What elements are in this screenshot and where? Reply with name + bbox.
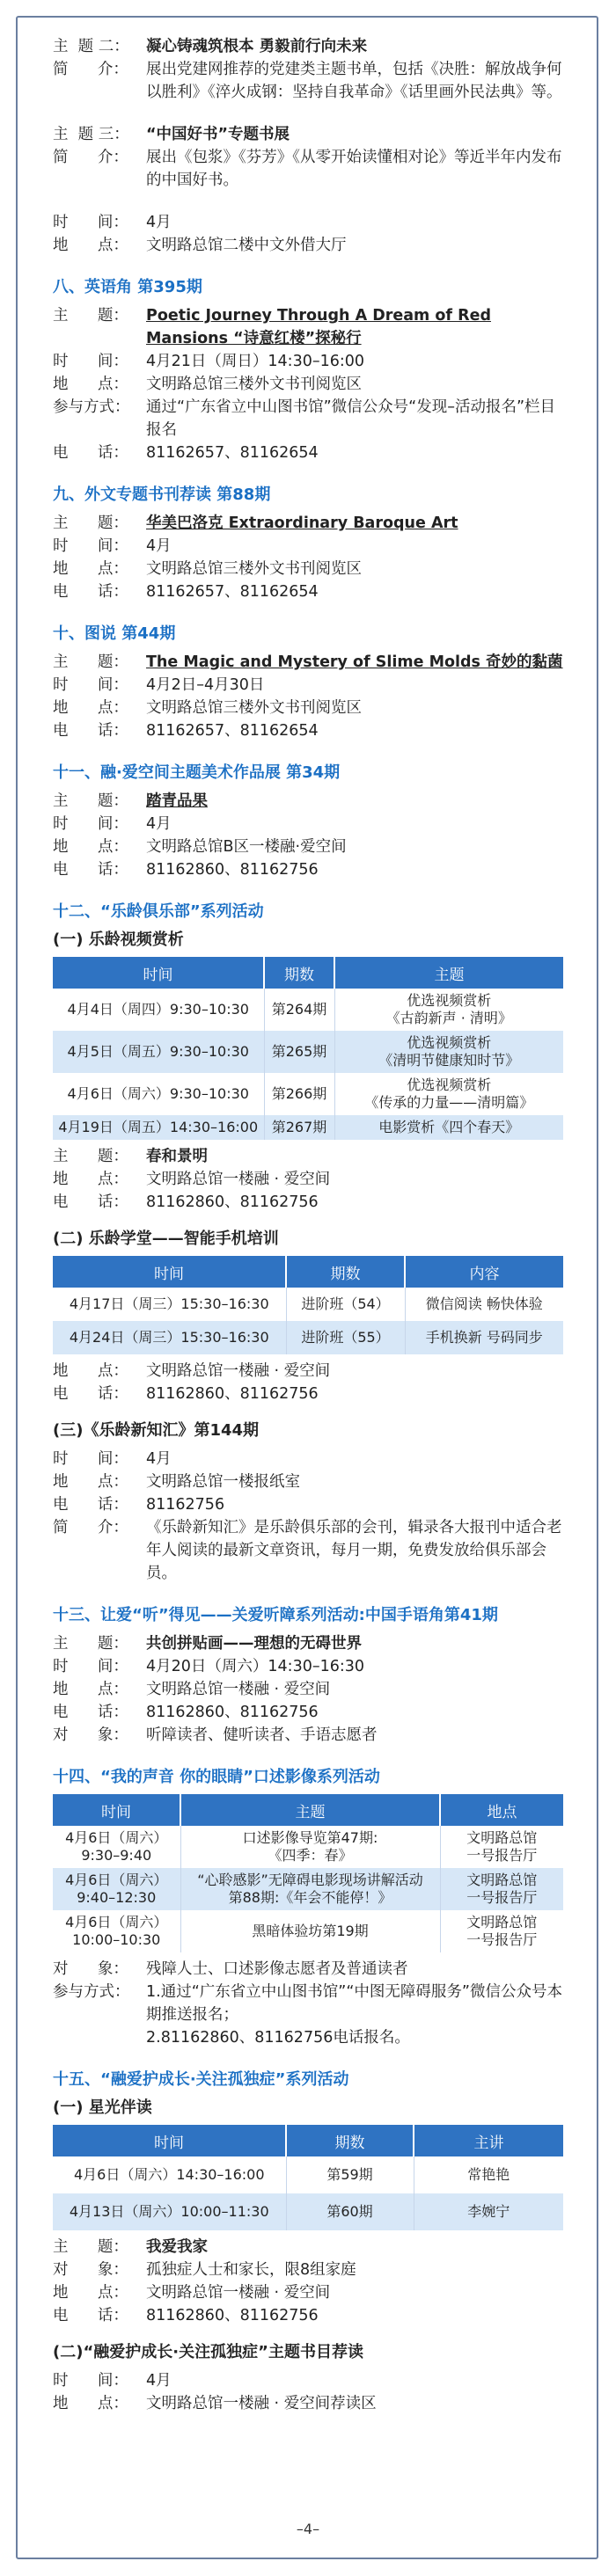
table-row <box>53 1073 563 1115</box>
place-value: 文明路总馆B区一楼融·爱空间 <box>146 838 347 856</box>
phone-value: 81162860、81162756 <box>146 2307 319 2324</box>
cell-line: 一号报告厅 <box>466 1847 538 1864</box>
cell-line: 4月6日（周六） <box>65 1914 168 1930</box>
place-value: 文明路总馆三楼外文书刊阅览区 <box>146 699 362 717</box>
table-cell: 第59期 <box>286 2156 414 2193</box>
place-value: 文明路总馆一楼报纸室 <box>146 1473 300 1491</box>
theme-title: 共创拼贴画——理想的无碍世界 <box>146 1635 362 1653</box>
table-cell: 进阶班（54） <box>286 1288 405 1321</box>
brief-text: 展出党建网推荐的党建类主题书单，包括《决胜：解放战争何以胜利》《淬火成钢：坚持自我革命》《话里画外民法典》等。 <box>146 61 562 101</box>
label: 地 点： <box>53 699 128 717</box>
table-cell: 第267期 <box>264 1115 334 1140</box>
table-cell: 4月19日（周五）14:30–16:00 <box>53 1115 264 1140</box>
table-cell <box>440 1826 563 1868</box>
column-header: 时间 <box>53 1794 180 1826</box>
time-value: 4月 <box>146 815 172 833</box>
label: 地 点： <box>53 560 128 578</box>
label: 电 话： <box>53 2307 128 2324</box>
label: 时 间： <box>53 676 128 694</box>
column-header: 时间 <box>53 1256 286 1288</box>
table-cell: 手机换新 号码同步 <box>405 1321 563 1354</box>
label: 地 点： <box>53 2284 128 2302</box>
table-row <box>53 2193 563 2230</box>
table-cell: 4月13日（周六）10:00–11:30 <box>53 2193 286 2230</box>
label: 主 题： <box>53 792 128 810</box>
table-cell <box>53 1910 180 1952</box>
label: 简 介： <box>53 149 128 166</box>
time-value: 4月20日（周六）14:30–16:30 <box>146 1658 365 1675</box>
table-cell: 4月4日（周四）9:30–10:30 <box>53 989 264 1031</box>
label: 地 点： <box>53 1171 128 1188</box>
cell-line: 一号报告厅 <box>466 1889 538 1906</box>
table-cell: 第266期 <box>264 1073 334 1115</box>
phone-value: 81162860、81162756 <box>146 1193 319 1211</box>
label: 地 点： <box>53 838 128 856</box>
subsection-heading: (三)《乐龄新知汇》第144期 <box>53 1421 260 1440</box>
label: 主 题 二： <box>53 38 129 55</box>
column-header: 期数 <box>264 957 334 989</box>
time-value: 4月 <box>146 2372 172 2390</box>
table-row <box>53 1115 563 1140</box>
table-cell <box>334 989 563 1031</box>
theme-title: “中国好书”专题书展 <box>146 126 290 143</box>
cell-line: 4月6日（周六） <box>65 1829 168 1846</box>
target-value: 孤独症人士和家长，限8组家庭 <box>146 2261 356 2279</box>
column-header: 主题 <box>180 1794 440 1826</box>
place-value: 文明路总馆二楼中文外借大厅 <box>146 237 347 254</box>
theme-title: 踏青品果 <box>146 792 208 810</box>
table-cell: 4月24日（周三）15:30–16:30 <box>53 1321 286 1354</box>
table-cell: 4月17日（周三）15:30–16:30 <box>53 1288 286 1321</box>
cell-line: 文明路总馆 <box>466 1829 538 1846</box>
time-value: 4月21日（周日）14:30–16:00 <box>146 353 365 370</box>
subsection-heading: (一) 乐龄视频赏析 <box>53 930 184 949</box>
table-row <box>53 1868 563 1910</box>
table-cell <box>334 1073 563 1115</box>
cell-line: 《四季：春》 <box>268 1847 353 1864</box>
label: 电 话： <box>53 1704 128 1721</box>
label: 时 间： <box>53 815 128 833</box>
theme-title: 我爱我家 <box>146 2238 208 2256</box>
table-cell: 常艳艳 <box>414 2156 563 2193</box>
table-cell <box>53 1868 180 1910</box>
table-row <box>53 1910 563 1952</box>
label: 地 点： <box>53 2395 128 2412</box>
cell-line: 文明路总馆 <box>466 1872 538 1888</box>
cell-line: 文明路总馆 <box>466 1914 538 1930</box>
table-cell <box>180 1826 440 1868</box>
table-row <box>53 1031 563 1073</box>
place-value: 文明路总馆一楼融 · 爱空间 <box>146 1362 331 1380</box>
table-cell: 微信阅读 畅快体验 <box>405 1288 563 1321</box>
label: 主 题： <box>53 1635 128 1653</box>
join-line: 2.81162860、81162756电话报名。 <box>146 2029 410 2047</box>
label: 电 话： <box>53 444 128 462</box>
time-value: 4月2日–4月30日 <box>146 676 265 694</box>
table-cell <box>440 1868 563 1910</box>
target-value: 听障读者、健听读者、手语志愿者 <box>146 1726 378 1744</box>
phone-value: 81162657、81162654 <box>146 444 319 462</box>
table-cell: 第264期 <box>264 989 334 1031</box>
table-row <box>53 989 563 1031</box>
table-cell: 李婉宁 <box>414 2193 563 2230</box>
label: 地 点： <box>53 1681 128 1698</box>
label: 参与方式： <box>53 1983 130 2001</box>
theme-title: The Magic and Mystery of Slime Molds 奇妙的黏菌 <box>146 653 563 671</box>
label: 主 题： <box>53 1148 128 1165</box>
cell-line: 10:00–10:30 <box>72 1931 161 1948</box>
table-header-row <box>53 957 563 989</box>
join-line: 1.通过“广东省立中山图书馆”“中图无障碍服务”微信公众号本期推送报名； <box>146 1983 562 2024</box>
table-header-row <box>53 1256 563 1288</box>
section-heading-12: 十二、“乐龄俱乐部”系列活动 <box>53 902 264 921</box>
join-value: 通过“广东省立中山图书馆”微信公众号“发现–活动报名”栏目报名 <box>146 398 556 439</box>
column-header: 时间 <box>53 957 264 989</box>
theme-title: 春和景明 <box>146 1148 208 1165</box>
phone-value: 81162860、81162756 <box>146 1385 319 1403</box>
label: 主 题 三： <box>53 126 129 143</box>
starlight-reading-table <box>53 2125 563 2230</box>
section-heading-8: 八、英语角 第395期 <box>53 278 202 296</box>
label: 主 题： <box>53 514 128 532</box>
subsection-heading: (一) 星光伴读 <box>53 2098 152 2117</box>
cell-line: 优选视频赏析 <box>407 1076 492 1093</box>
phone-training-table <box>53 1256 563 1354</box>
cell-line: 9:40–12:30 <box>77 1889 157 1906</box>
label: 主 题： <box>53 653 128 671</box>
label: 时 间： <box>53 214 128 231</box>
label: 电 话： <box>53 861 128 879</box>
phone-value: 81162756 <box>146 1496 225 1514</box>
time-value: 4月 <box>146 214 172 231</box>
column-header: 期数 <box>286 2125 414 2156</box>
cell-line: 《清明节健康知时节》 <box>378 1052 520 1069</box>
cell-line: 一号报告厅 <box>466 1931 538 1948</box>
cell-line: 优选视频赏析 <box>407 1034 492 1051</box>
section-heading-10: 十、图说 第44期 <box>53 624 176 643</box>
label: 主 题： <box>53 307 128 325</box>
page-number: –4– <box>296 2521 320 2537</box>
label: 电 话： <box>53 722 128 740</box>
join-value <box>146 1981 563 2049</box>
table-cell: 4月6日（周六）14:30–16:00 <box>53 2156 286 2193</box>
theme-title: 凝心铸魂筑根本 勇毅前行向未来 <box>146 38 368 55</box>
label: 电 话： <box>53 1496 128 1514</box>
theme-title: 华美巴洛克 Extraordinary Baroque Art <box>146 514 458 532</box>
cell-line: 《传承的力量——清明篇》 <box>364 1094 534 1111</box>
table-cell <box>53 1826 180 1868</box>
label: 地 点： <box>53 237 128 254</box>
label: 时 间： <box>53 1658 128 1675</box>
cell-line: 《古韵新声 · 清明》 <box>385 1010 512 1026</box>
label: 时 间： <box>53 537 128 555</box>
label: 电 话： <box>53 583 128 601</box>
table-cell: 进阶班（55） <box>286 1321 405 1354</box>
cell-line: 口述影像导览第47期: <box>242 1829 378 1846</box>
table-row <box>53 1826 563 1868</box>
label: 地 点： <box>53 1473 128 1491</box>
table-cell: 4月6日（周六）9:30–10:30 <box>53 1073 264 1115</box>
place-value: 文明路总馆一楼融 · 爱空间荐读区 <box>146 2395 377 2412</box>
label: 电 话： <box>53 1385 128 1403</box>
label: 主 题： <box>53 2238 128 2256</box>
table-row <box>53 2156 563 2193</box>
phone-value: 81162657、81162654 <box>146 722 319 740</box>
table-cell: 电影赏析《四个春天》 <box>334 1115 563 1140</box>
phone-value: 81162860、81162756 <box>146 861 319 879</box>
phone-value: 81162657、81162654 <box>146 583 319 601</box>
cell-line: 第88期:《年会不能停！》 <box>228 1889 392 1906</box>
section-heading-9: 九、外文专题书刊荐读 第88期 <box>53 485 271 504</box>
time-value: 4月 <box>146 1450 172 1468</box>
column-header: 内容 <box>405 1256 563 1288</box>
label: 时 间： <box>53 1450 128 1468</box>
cell-line: 4月6日（周六） <box>65 1872 168 1888</box>
audio-description-table <box>53 1794 563 1952</box>
label: 对 象： <box>53 2261 128 2279</box>
time-value: 4月 <box>146 537 172 555</box>
label: 时 间： <box>53 353 128 370</box>
table-cell <box>180 1868 440 1910</box>
table-row <box>53 1288 563 1321</box>
table-cell: 第265期 <box>264 1031 334 1073</box>
column-header: 主讲 <box>414 2125 563 2156</box>
target-value: 残障人士、口述影像志愿者及普通读者 <box>146 1960 408 1978</box>
table-header-row <box>53 2125 563 2156</box>
table-cell: 第60期 <box>286 2193 414 2230</box>
label: 地 点： <box>53 1362 128 1380</box>
table-cell <box>440 1910 563 1952</box>
phone-value: 81162860、81162756 <box>146 1704 319 1721</box>
document-page <box>53 35 563 2415</box>
section-heading-15: 十五、“融爱护成长·关注孤独症”系列活动 <box>53 2070 349 2089</box>
place-value: 文明路总馆一楼融 · 爱空间 <box>146 1681 331 1698</box>
theme-title: Poetic Journey Through A Dream of Red Mansions “诗意红楼”探秘行 <box>146 307 491 347</box>
table-row <box>53 1321 563 1354</box>
label: 对 象： <box>53 1726 128 1744</box>
label: 对 象： <box>53 1960 128 1978</box>
label: 电 话： <box>53 1193 128 1211</box>
column-header: 期数 <box>286 1256 405 1288</box>
place-value: 文明路总馆三楼外文书刊阅览区 <box>146 376 362 393</box>
cell-line: 优选视频赏析 <box>407 992 492 1009</box>
section-heading-11: 十一、融·爱空间主题美术作品展 第34期 <box>53 763 341 782</box>
column-header: 地点 <box>440 1794 563 1826</box>
subsection-heading: (二)“融爱护成长·关注孤独症”主题书目荐读 <box>53 2343 363 2361</box>
brief-text: 《乐龄新知汇》是乐龄俱乐部的会刊，辑录各大报刊中适合老年人阅读的最新文章资讯，每月一期，免费发放给俱乐部会员。 <box>146 1519 562 1582</box>
label: 地 点： <box>53 376 128 393</box>
section-heading-14: 十四、“我的声音 你的眼睛”口述影像系列活动 <box>53 1768 380 1786</box>
video-schedule-table <box>53 957 563 1140</box>
cell-line: 9:30–9:40 <box>81 1847 152 1864</box>
cell-line: “心聆感影”无障碍电影现场讲解活动 <box>197 1872 423 1888</box>
brief-text: 展出《包浆》《芬芳》《从零开始读懂相对论》等近半年内发布的中国好书。 <box>146 149 562 189</box>
table-cell: 4月5日（周五）9:30–10:30 <box>53 1031 264 1073</box>
table-header-row <box>53 1794 563 1826</box>
subsection-heading: (二) 乐龄学堂——智能手机培训 <box>53 1230 279 1248</box>
label: 时 间： <box>53 2372 128 2390</box>
place-value: 文明路总馆一楼融 · 爱空间 <box>146 2284 331 2302</box>
label: 简 介： <box>53 61 128 78</box>
table-cell <box>334 1031 563 1073</box>
label: 参与方式： <box>53 398 130 416</box>
place-value: 文明路总馆一楼融 · 爱空间 <box>146 1171 331 1188</box>
section-heading-13: 十三、让爱“听”得见——关爱听障系列活动:中国手语角第41期 <box>53 1606 498 1624</box>
column-header: 主题 <box>334 957 563 989</box>
label: 简 介： <box>53 1519 128 1536</box>
place-value: 文明路总馆三楼外文书刊阅览区 <box>146 560 362 578</box>
column-header: 时间 <box>53 2125 286 2156</box>
table-cell: 黑暗体验坊第19期 <box>180 1910 440 1952</box>
